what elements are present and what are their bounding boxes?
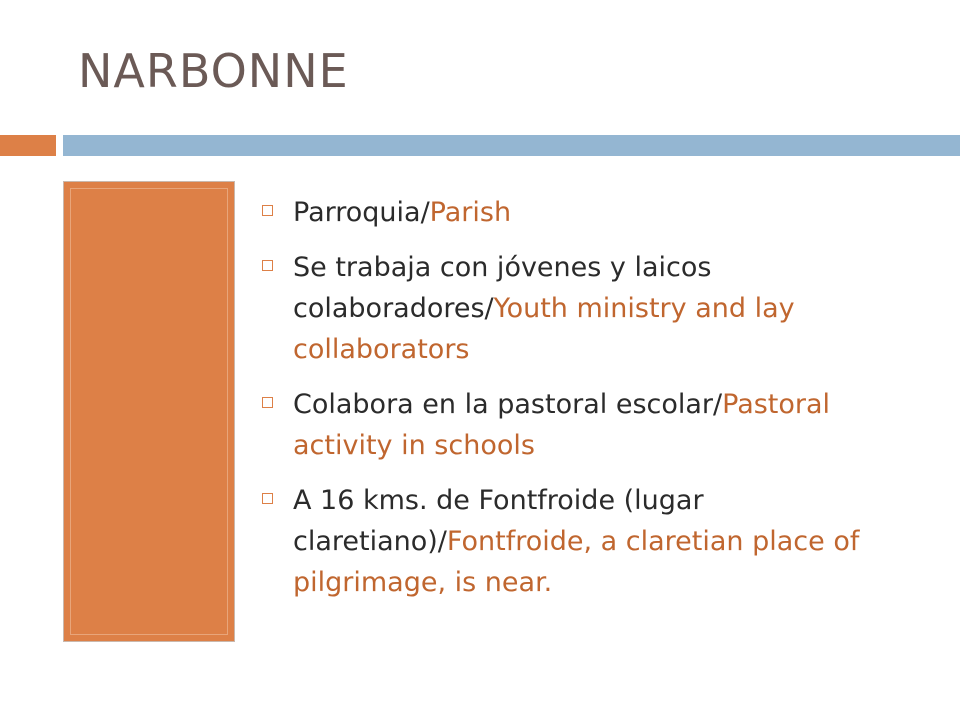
bullet-text-english: Parish <box>429 197 512 228</box>
accent-bar-orange <box>0 135 56 156</box>
bullet-text-english: Youth ministry and lay collaborators <box>293 293 795 365</box>
image-placeholder <box>63 181 235 642</box>
bullet-list <box>262 192 902 617</box>
slide-title: NARBONNE <box>78 44 349 98</box>
bullet-item <box>262 480 902 603</box>
hollow-square-bullet-icon <box>262 260 273 271</box>
hollow-square-bullet-icon <box>262 493 273 504</box>
bullet-text-spanish: Colabora en la pastoral escolar/ <box>293 389 723 420</box>
accent-bar-blue <box>63 135 960 156</box>
bullet-text-english: Fontfroide, a claretian place of pilgrimage, is near. <box>293 526 860 598</box>
bullet-text-english: Pastoral activity in schools <box>293 389 831 461</box>
image-inner-border <box>70 188 228 635</box>
bullet-item <box>262 192 902 233</box>
bullet-text-spanish: Parroquia/ <box>293 197 430 228</box>
hollow-square-bullet-icon <box>262 397 273 408</box>
bullet-item <box>262 384 902 466</box>
bullet-text-spanish: Se trabaja con jóvenes y laicos colaboradores/ <box>293 252 712 324</box>
bullet-item <box>262 247 902 370</box>
bullet-text-spanish: A 16 kms. de Fontfroide (lugar claretiano)/ <box>293 485 704 557</box>
hollow-square-bullet-icon <box>262 205 273 216</box>
